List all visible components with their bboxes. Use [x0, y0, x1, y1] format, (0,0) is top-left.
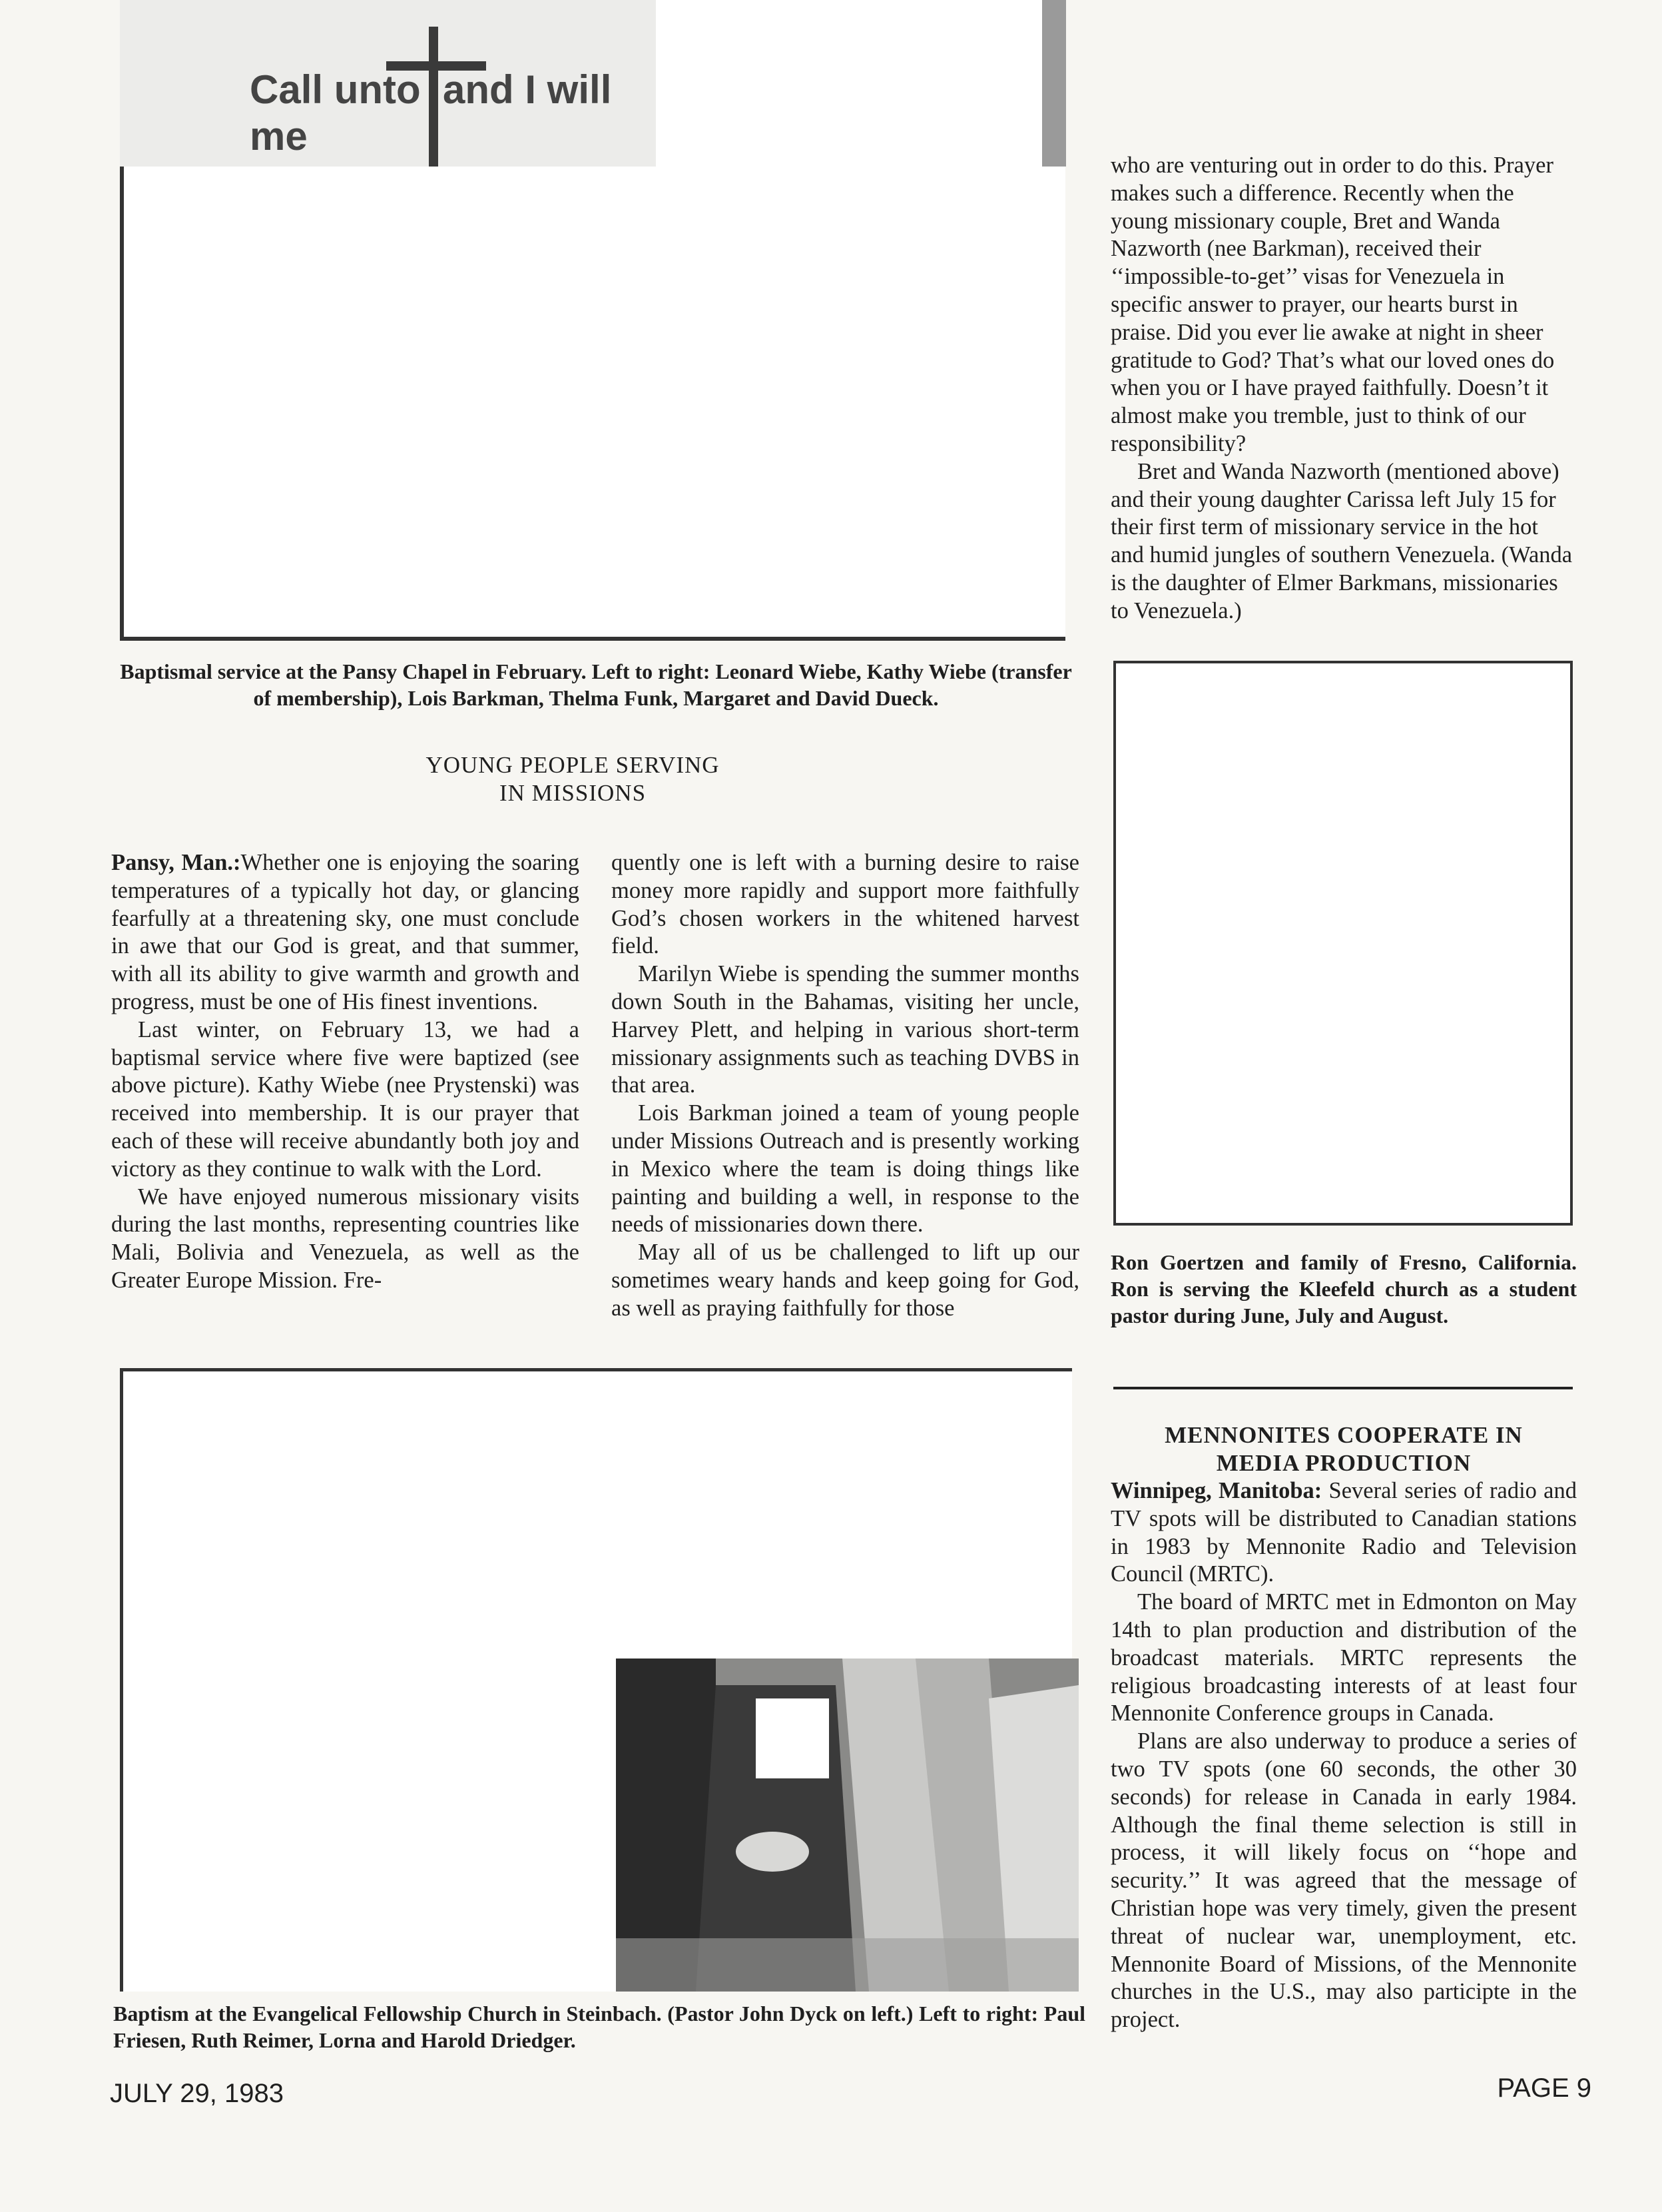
headline-line1: YOUNG PEOPLE SERVING	[425, 752, 720, 778]
banner-line1-left: Call unto me	[250, 67, 421, 159]
banner-right-edge	[1042, 0, 1066, 167]
article-paragraph: We have enjoyed numerous missionary visits during the last months, representing countries like Mali, Bolivia and Venezuela, as well as the Greater Europe Mission. Fre-	[111, 1184, 579, 1293]
article-headline-mennonites	[1111, 1421, 1577, 1477]
article-paragraph: quently one is left with a burning desire to raise money more rapidly and support more faithfully God’s chosen workers in the whitened harvest field.	[611, 850, 1079, 959]
article-paragraph: The board of MRTC met in Edmonton on May 14th to plan production and distribution of the broadcast materials. MRTC represents the religious broadcasting interests of at least four Mennonite Conference groups in Canada.	[1111, 1589, 1577, 1726]
article-paragraph: Last winter, on February 13, we had a baptismal service where five were baptized (see above picture). Kathy Wiebe (nee Prystenski) was received into membership. It is our prayer that each of these will receive abundantly both joy and victory as they continue to walk with the Lord.	[111, 1016, 579, 1182]
article-dateline: Pansy, Man.:	[111, 850, 241, 875]
article-paragraph: Several series of radio and TV spots will be distributed to Canadian stations in 1983 by Mennonite Radio and Television Council (MRTC).	[1111, 1478, 1577, 1587]
headline-line1: MENNONITES COOPERATE IN	[1165, 1422, 1523, 1448]
footer-date: JULY 29, 1983	[110, 2079, 284, 2108]
article-paragraph: Whether one is enjoying the soaring temperatures of a typically hot day, or glancing fearfully at a threatening sky, one must conclude in awe that our God is great, and that summer, with all its ability to give warmth and growth and progress, must be one of His finest inventions.	[111, 850, 579, 1014]
article-headline-young-people	[306, 751, 839, 807]
article-paragraph: May all of us be challenged to lift up our sometimes weary hands and keep going for God, as well as praying faithfully for those	[611, 1240, 1079, 1321]
banner-line1-right: and I will	[443, 67, 612, 112]
photo-steinbach-visible-fragment	[616, 1659, 1079, 1992]
article-column-3	[1111, 152, 1577, 625]
photo-baptism-steinbach-caption: Baptism at the Evangelical Fellowship Church in Steinbach. (Pastor John Dyck on left.) Left to right: Paul Friesen, Ruth Reimer, Lorna and Harold Driedger.	[113, 2002, 1085, 2052]
headline-line2: IN MISSIONS	[499, 780, 647, 806]
article-paragraph: Marilyn Wiebe is spending the summer months down South in the Bahamas, visiting her uncle, Harvey Plett, and helping in various short-term missionary assignments such as teaching DVBS in that area.	[611, 961, 1079, 1098]
photo-ron-goertzen-family	[1113, 661, 1573, 1226]
photo-baptismal-service-pansy	[120, 167, 1065, 641]
article-column-2	[611, 849, 1079, 1323]
photo-baptismal-service-caption: Baptismal service at the Pansy Chapel in February. Left to right: Leonard Wiebe, Kathy Wiebe (transfer of membership), Lois Barkman, Thelma Funk, Margaret and David Dueck.	[120, 659, 1072, 710]
headline-line2: MEDIA PRODUCTION	[1216, 1450, 1472, 1476]
section-divider	[1113, 1387, 1573, 1389]
footer-page-number: PAGE 9	[1497, 2073, 1591, 2103]
photo-ron-goertzen-caption: Ron Goertzen and family of Fresno, California. Ron is serving the Kleefeld church as a student pastor during June, July and August.	[1111, 1250, 1577, 1327]
article-paragraph: Bret and Wanda Nazworth (mentioned above) and their young daughter Carissa left July 15 for their first term of missionary service in the hot and humid jungles of southern Venezuela. (Wanda is the daughter of Elmer Barkmans, missionaries to Venezuela.)	[1111, 458, 1573, 623]
article-dateline: Winnipeg, Manitoba:	[1111, 1478, 1322, 1503]
article-paragraph: Lois Barkman joined a team of young people under Missions Outreach and is presently working in Mexico where the team is doing things like painting and building a well, in response to the needs of missionaries down there.	[611, 1100, 1079, 1238]
article-column-1	[111, 849, 579, 1295]
banner-white-block	[656, 0, 1042, 167]
article-column-mennonites	[1111, 1477, 1577, 2034]
article-paragraph: Plans are also underway to produce a series of two TV spots (one 60 seconds, the other 30 seconds) for release in Canada in early 1984. Although the final theme selection is still in process, it will likely focus on ‘‘hope and security.’’ It was agreed that the message of Christian hope was very timely, given the present threat of nuclear war, unemployment, etc. Mennonite Board of Missions, of the Mennonite churches in the U.S., may also participte in the project.	[1111, 1728, 1577, 2033]
article-paragraph: who are venturing out in order to do this. Prayer makes such a difference. Recently when the young missionary couple, Bret and Wanda Nazworth (nee Barkman), received their ‘‘impossible-to-get’’ visas for Venezuela in specific answer to prayer, our hearts burst in praise. Did you ever lie awake at night in sheer gratitude to God? That’s what our loved ones do when you or I have prayed faithfully. Doesn’t it almost make you tremble, just to think of our responsibility?	[1111, 153, 1555, 456]
